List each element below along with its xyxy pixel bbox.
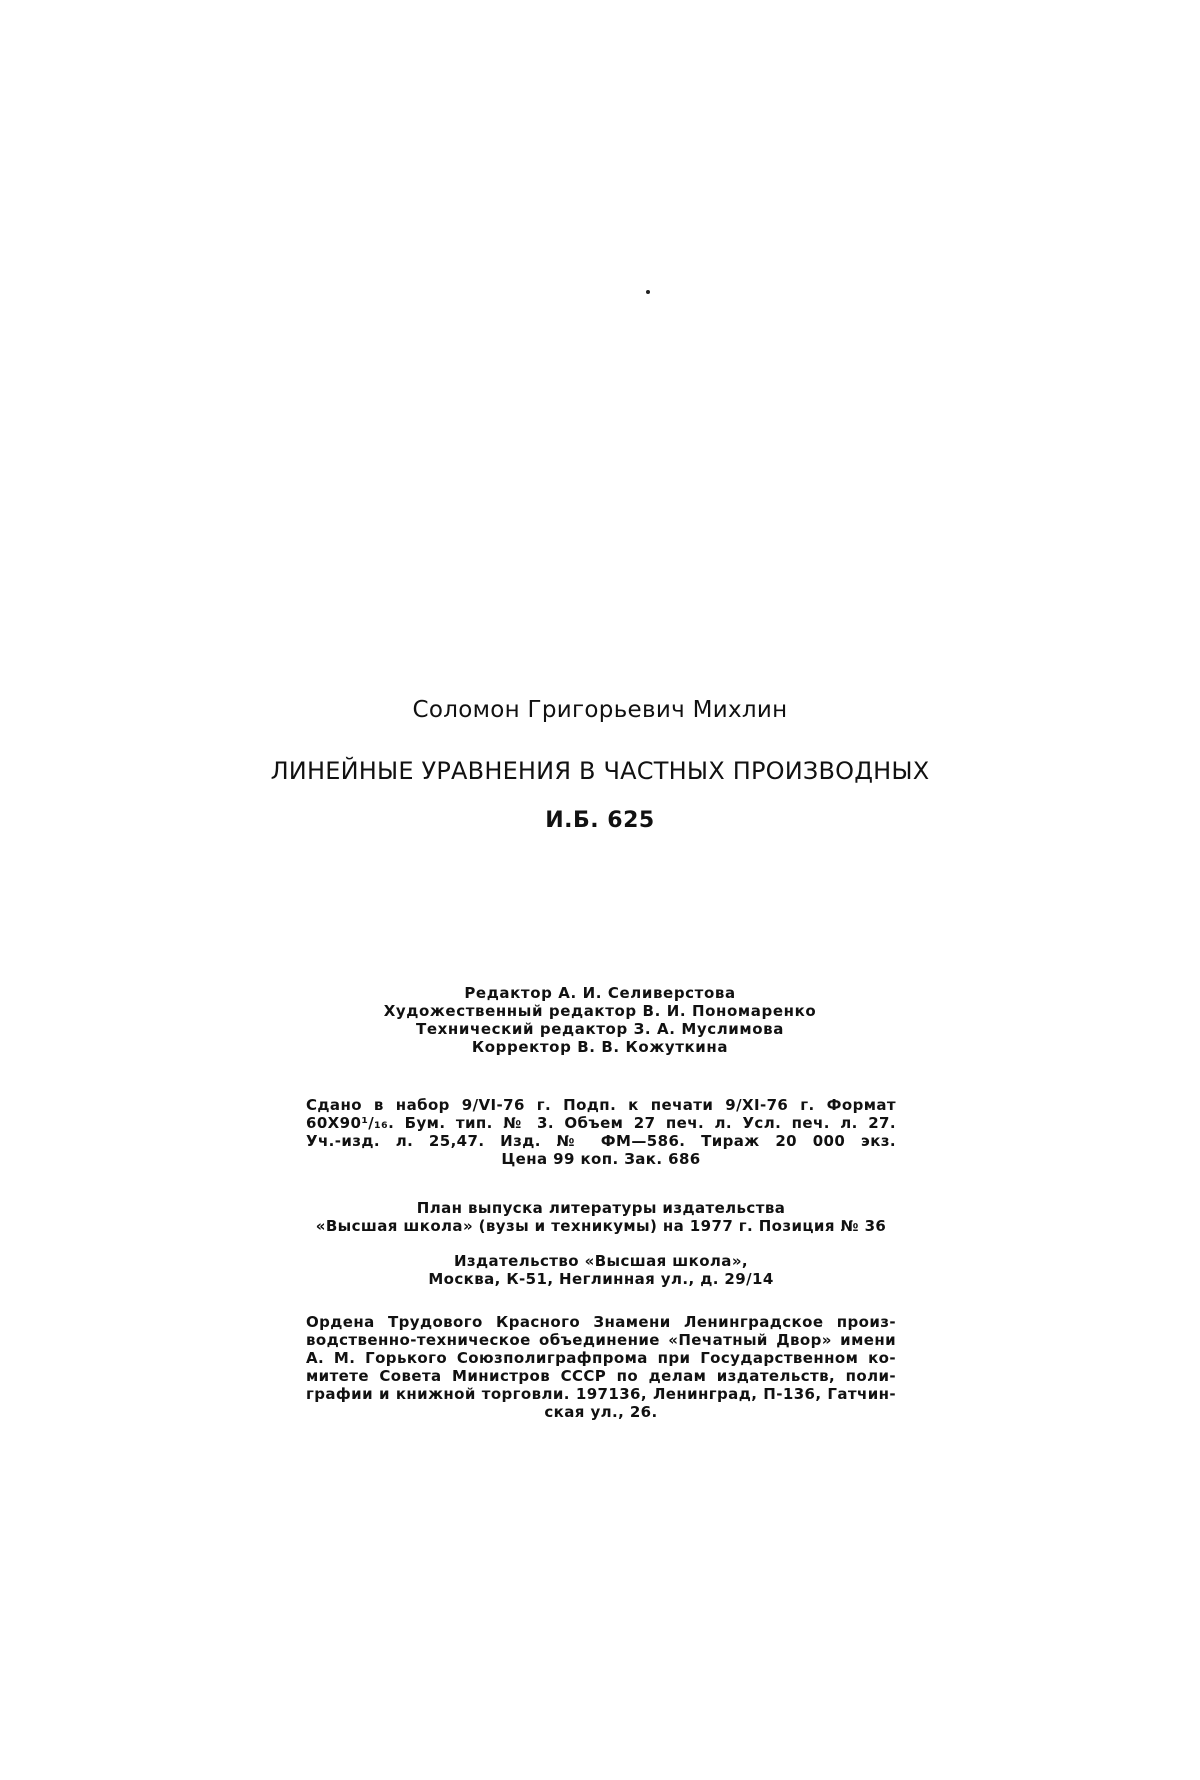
print-data-line: Уч.-изд. л. 25,47. Изд. № ФМ—586. Тираж 20 000 экз. (306, 1132, 896, 1150)
print-data-line: Сдано в набор 9/VI-76 г. Подп. к печати 9/XI-76 г. Формат (306, 1096, 896, 1114)
printer-line: митете Совета Министров СССР по делам издательств, поли- (306, 1367, 896, 1385)
author-name: Соломон Григорьевич Михлин (412, 697, 788, 723)
printer-line: ская ул., 26. (544, 1403, 658, 1421)
plan-line: План выпуска литературы издательства (416, 1199, 786, 1217)
printer-line: А. М. Горького Союзполиграфпрома при Государственном ко- (306, 1349, 896, 1367)
print-data-line: 60X90¹/₁₆. Бум. тип. № 3. Объем 27 печ. л. Усл. печ. л. 27. (306, 1114, 896, 1132)
publication-plan-block (306, 1199, 896, 1235)
printer-line: графии и книжной торговли. 197136, Ленинград, П-136, Гатчин- (306, 1385, 896, 1403)
printer-block (306, 1313, 896, 1421)
proofreader-line: Корректор В. В. Кожуткина (471, 1038, 729, 1056)
ib-number: И.Б. 625 (545, 808, 655, 833)
plan-line: «Высшая школа» (вузы и техникумы) на 1977 г. Позиция № 36 (315, 1217, 887, 1235)
print-speck (646, 290, 650, 294)
print-data-block (306, 1096, 896, 1168)
tech-editor-line: Технический редактор З. А. Муслимова (415, 1020, 784, 1038)
printer-line: Ордена Трудового Красного Знамени Ленинградское произ- (306, 1313, 896, 1331)
art-editor-line: Художественный редактор В. И. Пономаренко (383, 1002, 817, 1020)
editor-line: Редактор А. И. Селиверстова (464, 984, 736, 1002)
publisher-line: Издательство «Высшая школа», (453, 1252, 749, 1270)
publisher-line: Москва, К-51, Неглинная ул., д. 29/14 (428, 1270, 774, 1288)
printer-line: водственно-техническое объединение «Печатный Двор» имени (306, 1331, 896, 1349)
staff-credits (0, 984, 1200, 1056)
publisher-block (306, 1252, 896, 1288)
book-title: ЛИНЕЙНЫЕ УРАВНЕНИЯ В ЧАСТНЫХ ПРОИЗВОДНЫХ (270, 757, 930, 785)
print-data-line: Цена 99 коп. Зак. 686 (501, 1150, 701, 1168)
